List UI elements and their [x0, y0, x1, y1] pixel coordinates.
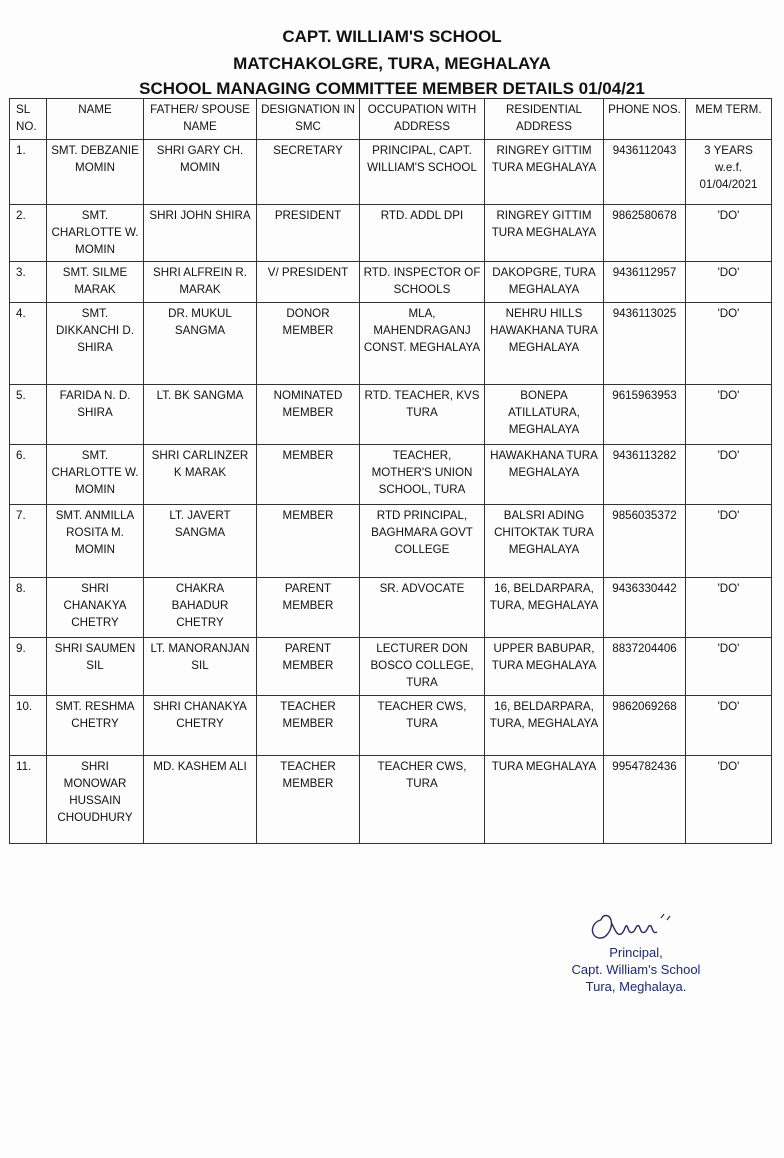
cell-residence: RINGREY GITTIM TURA MEGHALAYA — [485, 140, 604, 205]
cell-occupation: SR. ADVOCATE — [360, 578, 485, 638]
cell-phone: 8837204406 — [604, 638, 686, 696]
cell-name: SMT. RESHMA CHETRY — [47, 696, 144, 756]
cell-father: CHAKRA BAHADUR CHETRY — [144, 578, 257, 638]
cell-term: 'DO' — [686, 578, 772, 638]
cell-residence: DAKOPGRE, TURA MEGHALAYA — [485, 262, 604, 303]
cell-sl: 6. — [10, 445, 47, 505]
cell-name: SMT. SILME MARAK — [47, 262, 144, 303]
cell-phone: 9436112957 — [604, 262, 686, 303]
cell-name: SMT. CHARLOTTE W. MOMIN — [47, 445, 144, 505]
cell-occupation: TEACHER, MOTHER'S UNION SCHOOL, TURA — [360, 445, 485, 505]
cell-sl: 8. — [10, 578, 47, 638]
table-row — [10, 696, 772, 756]
cell-sl: 1. — [10, 140, 47, 205]
cell-occupation: LECTURER DON BOSCO COLLEGE, TURA — [360, 638, 485, 696]
table-header-row — [10, 99, 772, 140]
cell-residence: TURA MEGHALAYA — [485, 756, 604, 844]
cell-name: SHRI MONOWAR HUSSAIN CHOUDHURY — [47, 756, 144, 844]
signature-block — [546, 906, 726, 995]
cell-father: SHRI GARY CH. MOMIN — [144, 140, 257, 205]
cell-residence: RINGREY GITTIM TURA MEGHALAYA — [485, 205, 604, 262]
cell-residence: BALSRI ADING CHITOKTAK TURA MEGHALAYA — [485, 505, 604, 578]
cell-father: LT. BK SANGMA — [144, 385, 257, 445]
cell-designation: TEACHER MEMBER — [257, 756, 360, 844]
table-row — [10, 140, 772, 205]
cell-designation: DONOR MEMBER — [257, 303, 360, 385]
cell-designation: V/ PRESIDENT — [257, 262, 360, 303]
cell-sl: 10. — [10, 696, 47, 756]
cell-occupation: RTD. TEACHER, KVS TURA — [360, 385, 485, 445]
cell-occupation: RTD. ADDL DPI — [360, 205, 485, 262]
cell-designation: PARENT MEMBER — [257, 638, 360, 696]
cell-father: SHRI ALFREIN R. MARAK — [144, 262, 257, 303]
cell-sl: 11. — [10, 756, 47, 844]
cell-sl: 7. — [10, 505, 47, 578]
cell-father: DR. MUKUL SANGMA — [144, 303, 257, 385]
cell-residence: BONEPA ATILLATURA, MEGHALAYA — [485, 385, 604, 445]
cell-term: 'DO' — [686, 205, 772, 262]
col-header-father: FATHER/ SPOUSE NAME — [144, 99, 257, 140]
cell-term: 'DO' — [686, 696, 772, 756]
document-title: SCHOOL MANAGING COMMITTEE MEMBER DETAILS 01/04/21 — [139, 79, 645, 98]
cell-designation: SECRETARY — [257, 140, 360, 205]
table-row — [10, 445, 772, 505]
cell-occupation: TEACHER CWS, TURA — [360, 696, 485, 756]
cell-designation: NOMINATED MEMBER — [257, 385, 360, 445]
col-header-residence: RESIDENTIAL ADDRESS — [485, 99, 604, 140]
col-header-sl: SL NO. — [10, 99, 47, 140]
principal-signature — [581, 906, 691, 944]
cell-designation: MEMBER — [257, 505, 360, 578]
cell-term: 'DO' — [686, 303, 772, 385]
table-row — [10, 385, 772, 445]
cell-father: LT. JAVERT SANGMA — [144, 505, 257, 578]
cell-residence: 16, BELDARPARA, TURA, MEGHALAYA — [485, 696, 604, 756]
cell-name: SMT. ANMILLA ROSITA M. MOMIN — [47, 505, 144, 578]
table-row — [10, 205, 772, 262]
school-name: CAPT. WILLIAM'S SCHOOL — [282, 27, 502, 46]
cell-name: SMT. DIKKANCHI D. SHIRA — [47, 303, 144, 385]
cell-designation: MEMBER — [257, 445, 360, 505]
school-location: MATCHAKOLGRE, TURA, MEGHALAYA — [233, 54, 551, 73]
cell-sl: 5. — [10, 385, 47, 445]
cell-phone: 9436112043 — [604, 140, 686, 205]
cell-term: 'DO' — [686, 385, 772, 445]
cell-term: 3 YEARS w.e.f. 01/04/2021 — [686, 140, 772, 205]
cell-residence: HAWAKHANA TURA MEGHALAYA — [485, 445, 604, 505]
cell-sl: 2. — [10, 205, 47, 262]
cell-residence: UPPER BABUPAR, TURA MEGHALAYA — [485, 638, 604, 696]
cell-phone: 9856035372 — [604, 505, 686, 578]
cell-name: SHRI CHANAKYA CHETRY — [47, 578, 144, 638]
cell-sl: 9. — [10, 638, 47, 696]
cell-residence: NEHRU HILLS HAWAKHANA TURA MEGHALAYA — [485, 303, 604, 385]
cell-phone: 9436330442 — [604, 578, 686, 638]
cell-father: SHRI CHANAKYA CHETRY — [144, 696, 257, 756]
cell-father: LT. MANORANJAN SIL — [144, 638, 257, 696]
signature-line-3: Tura, Meghalaya. — [585, 979, 687, 994]
cell-occupation: RTD PRINCIPAL, BAGHMARA GOVT COLLEGE — [360, 505, 485, 578]
col-header-occupation: OCCUPATION WITH ADDRESS — [360, 99, 485, 140]
signature-line-1: Principal, — [609, 945, 663, 960]
cell-name: FARIDA N. D. SHIRA — [47, 385, 144, 445]
cell-name: SMT. DEBZANIE MOMIN — [47, 140, 144, 205]
cell-designation: PRESIDENT — [257, 205, 360, 262]
table-row — [10, 505, 772, 578]
cell-phone: 9615963953 — [604, 385, 686, 445]
cell-sl: 4. — [10, 303, 47, 385]
cell-designation: TEACHER MEMBER — [257, 696, 360, 756]
col-header-term: MEM TERM. — [686, 99, 772, 140]
cell-term: 'DO' — [686, 505, 772, 578]
cell-term: 'DO' — [686, 638, 772, 696]
cell-designation: PARENT MEMBER — [257, 578, 360, 638]
col-header-name: NAME — [47, 99, 144, 140]
cell-term: 'DO' — [686, 262, 772, 303]
cell-occupation: RTD. INSPECTOR OF SCHOOLS — [360, 262, 485, 303]
signature-line-2: Capt. William's School — [571, 962, 701, 977]
cell-phone: 9954782436 — [604, 756, 686, 844]
col-header-phone: PHONE NOS. — [604, 99, 686, 140]
col-header-designation: DESIGNATION IN SMC — [257, 99, 360, 140]
cell-phone: 9862069268 — [604, 696, 686, 756]
table-row — [10, 756, 772, 844]
cell-father: MD. KASHEM ALI — [144, 756, 257, 844]
cell-occupation: MLA, MAHENDRAGANJ CONST. MEGHALAYA — [360, 303, 485, 385]
smc-members-table — [9, 98, 772, 844]
table-row — [10, 578, 772, 638]
cell-sl: 3. — [10, 262, 47, 303]
cell-father: SHRI JOHN SHIRA — [144, 205, 257, 262]
cell-father: SHRI CARLINZER K MARAK — [144, 445, 257, 505]
cell-phone: 9436113025 — [604, 303, 686, 385]
cell-phone: 9862580678 — [604, 205, 686, 262]
table-row — [10, 262, 772, 303]
table-row — [10, 303, 772, 385]
cell-name: SHRI SAUMEN SIL — [47, 638, 144, 696]
cell-term: 'DO' — [686, 445, 772, 505]
cell-name: SMT. CHARLOTTE W. MOMIN — [47, 205, 144, 262]
cell-term: 'DO' — [686, 756, 772, 844]
cell-phone: 9436113282 — [604, 445, 686, 505]
cell-occupation: TEACHER CWS, TURA — [360, 756, 485, 844]
table-row — [10, 638, 772, 696]
cell-residence: 16, BELDARPARA, TURA, MEGHALAYA — [485, 578, 604, 638]
cell-occupation: PRINCIPAL, CAPT. WILLIAM'S SCHOOL — [360, 140, 485, 205]
